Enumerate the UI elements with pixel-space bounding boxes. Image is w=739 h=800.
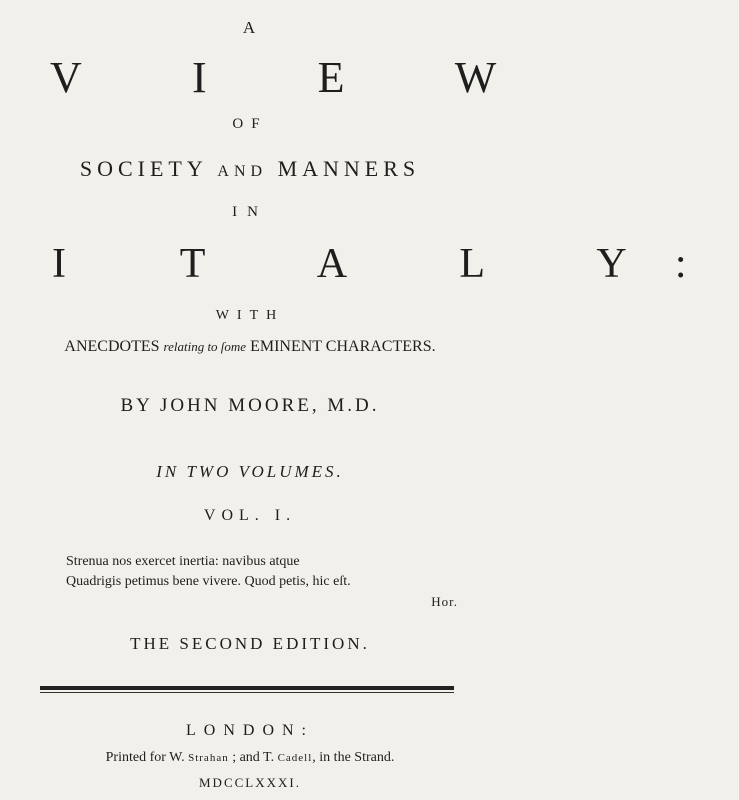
title-in: IN bbox=[232, 204, 268, 220]
anecdotes-characters: EMINENT CHARACTERS. bbox=[250, 338, 436, 355]
epigraph-line-2: Quadrigis petimus bene vivere. Quod petis, hic eſt. bbox=[66, 574, 351, 589]
double-rule-thin bbox=[40, 692, 454, 693]
anecdotes-word: ANECDOTES bbox=[64, 338, 160, 355]
title-article: A bbox=[242, 18, 258, 37]
author-line: BY JOHN MOORE, M.D. bbox=[120, 395, 380, 416]
printer-strahan: Strahan bbox=[188, 752, 229, 764]
subtitle-and: AND bbox=[217, 163, 268, 180]
edition-line: THE SECOND EDITION. bbox=[130, 634, 370, 653]
title-main-word: V I E W bbox=[50, 53, 547, 102]
imprint-city: LONDON: bbox=[186, 722, 314, 739]
title-with: WITH bbox=[215, 308, 285, 323]
epigraph-source: Hor. bbox=[431, 594, 458, 609]
epigraph-line-1: Strenua nos exercet inertia: navibus atque bbox=[66, 554, 300, 569]
anecdotes-relating: relating to ſome bbox=[163, 339, 247, 354]
anecdotes-line bbox=[0, 338, 500, 356]
subtitle bbox=[0, 156, 500, 182]
double-rule-thick bbox=[40, 686, 454, 690]
printed-for-text: Printed for W. bbox=[105, 750, 185, 765]
title-of: OF bbox=[232, 116, 268, 132]
title-place: I T A L Y: bbox=[52, 241, 739, 287]
subtitle-society: SOCIETY bbox=[79, 156, 207, 181]
printer-cadell: Cadell bbox=[277, 752, 313, 764]
subtitle-manners: MANNERS bbox=[277, 156, 421, 181]
imprint-date: MDCCLXXXI. bbox=[199, 775, 301, 790]
volume-number: VOL. I. bbox=[203, 507, 297, 524]
volumes-line: IN TWO VOLUMES. bbox=[156, 462, 344, 481]
printed-and-text: ; and T. bbox=[232, 750, 275, 765]
printed-strand-text: , in the Strand. bbox=[312, 750, 395, 765]
imprint-printers bbox=[0, 750, 500, 766]
